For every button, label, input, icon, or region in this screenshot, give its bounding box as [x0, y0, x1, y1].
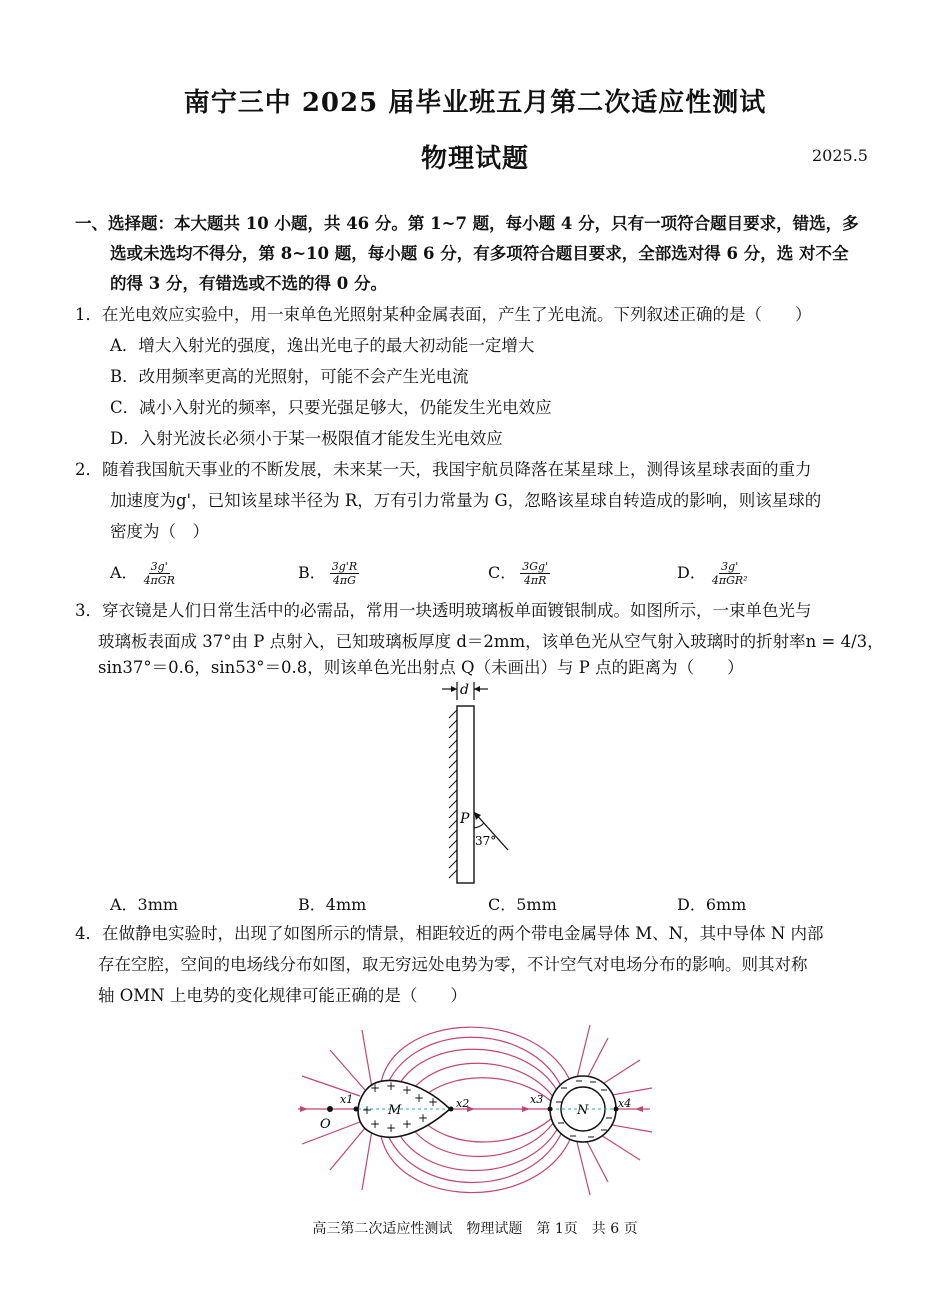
question-4-line: 轴 OMN 上电势的变化规律可能正确的是（ ）: [98, 986, 467, 1005]
question-3-option-c: C．5mm: [488, 895, 557, 914]
svg-text:+: +: [370, 1117, 381, 1131]
d-label: d: [460, 682, 469, 698]
svg-text:+: +: [386, 1079, 397, 1093]
glass-plate: [457, 706, 474, 883]
question-1-stem: 1．在光电效应实验中，用一束单色光照射某种金属表面，产生了光电流。下列叙述正确的是（ ）: [75, 305, 812, 324]
svg-text:+: +: [370, 1081, 381, 1095]
electric-field-diagram: [290, 1010, 660, 1210]
question-2-option-d: D． $\frac{3g'}{\text{4πGR²}}$: [677, 560, 748, 587]
question-3-line: sin37°＝0.6，sin53°＝0.8，则该单色光出射点 Q（未画出）与 P 点的距离为（ ）: [98, 658, 744, 677]
svg-text:+: +: [386, 1121, 397, 1135]
x2-label: x2: [456, 1097, 470, 1110]
page-footer: 高三第二次适应性测试 物理试题 第 1页 共 6 页: [312, 1221, 638, 1237]
o-label: O: [320, 1117, 331, 1132]
question-2-line: 密度为（ ）: [110, 522, 209, 541]
angle-label: 37°: [475, 834, 497, 848]
silver-coating-hatch: [449, 710, 457, 878]
question-1-option-a: A．增大入射光的强度，逸出光电子的最大初动能一定增大: [110, 336, 535, 355]
section-instruction-line: 的得 3 分，有错选或不选的得 0 分。: [110, 274, 387, 293]
exam-date: 2025.5: [812, 146, 868, 165]
exam-title: 南宁三中 2025 届毕业班五月第二次适应性测试: [183, 88, 767, 118]
n-label: N: [577, 1103, 589, 1118]
question-3-line: 玻璃板表面成 37°由 P 点射入，已知玻璃板厚度 d＝2mm，该单色光从空气射入玻璃时的折射率n = 4/3，: [98, 632, 884, 651]
question-1-option-d: D．入射光波长必须小于某一极限值才能发生光电效应: [110, 429, 503, 448]
mirror-diagram: [430, 678, 530, 890]
svg-text:+: +: [402, 1117, 413, 1131]
question-3-option-d: D．6mm: [677, 895, 747, 914]
question-2-option-a: A． $\frac{3g'}{\text{4πGR}}$: [110, 560, 175, 587]
question-3-option-a: A．3mm: [110, 895, 179, 914]
svg-text:+: +: [414, 1091, 425, 1105]
question-2-line: 加速度为g'，已知该星球半径为 R，万有引力常量为 G，忽略该星球自转造成的影响，则该星球的: [110, 491, 822, 510]
svg-text:+: +: [402, 1083, 413, 1097]
question-3-line: 3．穿衣镜是人们日常生活中的必需品，常用一块透明玻璃板单面镀银制成。如图所示，一束单色光与: [75, 601, 812, 620]
question-4-line: 4．在做静电实验时，出现了如图所示的情景，相距较近的两个带电金属导体 M、N，其中导体 N 内部: [75, 924, 824, 943]
question-1-option-b: B．改用频率更高的光照射，可能不会产生光电流: [110, 367, 469, 386]
question-2-option-c: C． $\frac{3Gg'}{4\pi R}$: [488, 560, 549, 587]
svg-text:+: +: [362, 1103, 373, 1117]
svg-text:+: +: [428, 1095, 439, 1109]
section-instruction-line: 选或未选均不得分，第 8~10 题，每小题 6 分，有多项符合题目要求，全部选对得 6 分，选 对不全: [110, 244, 849, 263]
p-label: P: [460, 811, 470, 827]
section-instruction-line: 一、选择题：本大题共 10 小题，共 46 分。第 1~7 题，每小题 4 分，只有一项符合题目要求，错选，多: [75, 214, 859, 233]
question-4-line: 存在空腔，空间的电场线分布如图，取无穷远处电势为零，不计空气对电场分布的影响。则其对称: [98, 955, 808, 974]
question-3-option-b: B．4mm: [298, 895, 367, 914]
question-1-option-c: C．减小入射光的频率，只要光强足够大，仍能发生光电效应: [110, 398, 552, 417]
x4-label: x4: [618, 1097, 632, 1110]
m-label: M: [388, 1103, 402, 1118]
x1-label: x1: [340, 1093, 354, 1106]
x3-label: x3: [530, 1093, 544, 1106]
exam-subtitle: 物理试题: [420, 144, 529, 174]
question-2-option-b: B． $\frac{3g'R}{4\pi G}$: [298, 560, 358, 587]
question-2-line: 2．随着我国航天事业的不断发展，未来某一天，我国宇航员降落在某星球上，测得该星球表面的重力: [75, 460, 812, 479]
svg-text:+: +: [418, 1111, 429, 1125]
